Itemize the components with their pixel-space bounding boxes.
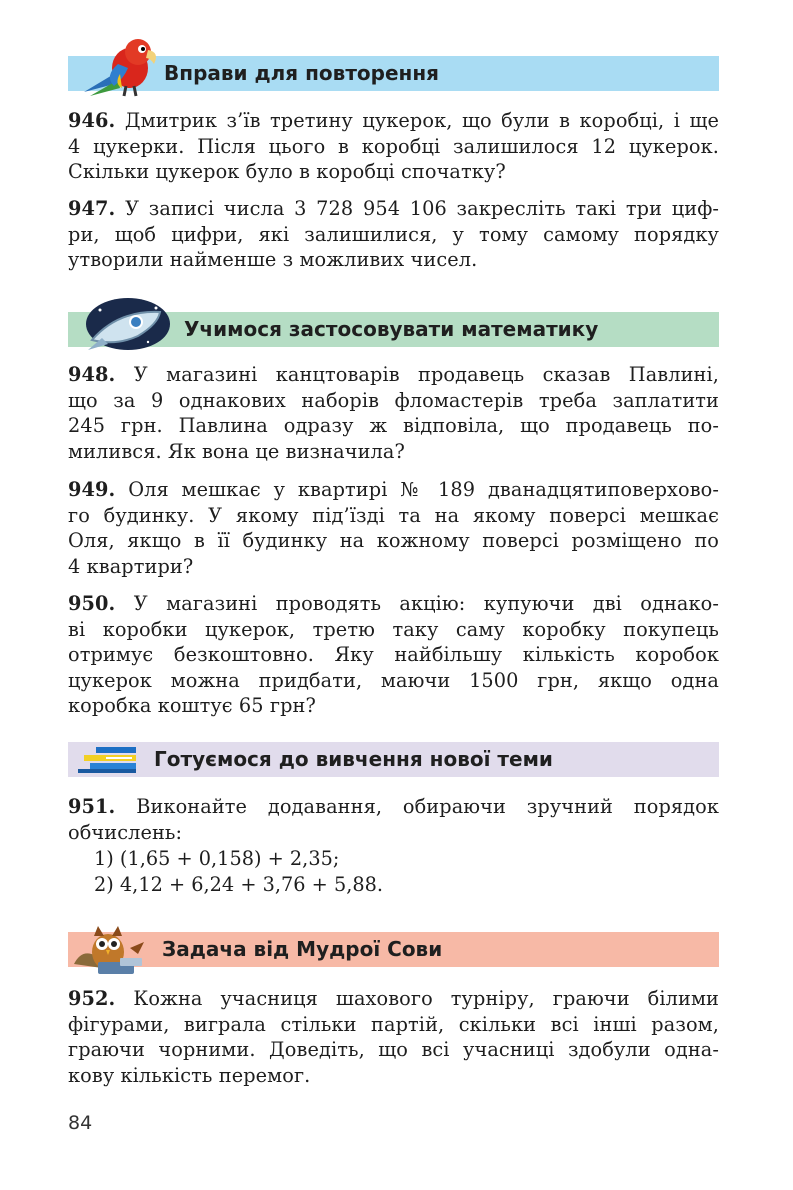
problem-946 <box>68 108 719 185</box>
problem-number: 948. <box>68 363 116 386</box>
section-banner-wise-owl <box>68 932 719 967</box>
problem-text-line: Оля, якщо в її будинку на кожному поверсі розміщено по <box>68 529 719 552</box>
parrot-icon <box>74 34 164 104</box>
rocket-icon <box>78 290 178 360</box>
problem-text-line: ри, щоб цифри, які залишилися, у тому самому порядку <box>68 222 719 246</box>
problem-text-line: го будинку. У якому під’їзді та на якому поверсі мешкає <box>68 503 719 527</box>
section-title: Вправи для повторення <box>164 61 440 85</box>
problem-text-line: 4 квартири? <box>68 554 194 578</box>
problem-text-line: 4 цукерки. Після цього в коробці залишилося 12 цукерок. <box>68 134 719 158</box>
problem-text-line: обчислень: <box>68 820 183 844</box>
problem-text-line: милився. Як вона це визначила? <box>68 439 405 463</box>
problem-947 <box>68 196 719 273</box>
problem-number: 952. <box>68 987 116 1010</box>
section-banner-review <box>68 56 719 91</box>
problem-number: 949. <box>68 478 116 501</box>
problem-text-line: Кожна учасниця шахового турніру, граючи білими <box>133 987 719 1010</box>
problem-text-line: фігурами, виграла стільки партій, скільки всі інші разом, <box>68 1012 719 1036</box>
problem-951-item-2: 2) 4,12 + 6,24 + 3,76 + 5,88. <box>94 873 384 896</box>
problem-text-line: У магазині проводять акцію: купуючи дві однако- <box>133 592 719 615</box>
problem-text-line: коробка коштує 65 грн? <box>68 694 316 717</box>
problem-number: 947. <box>68 197 116 220</box>
problem-text-line: У магазині канцтоварів продавець сказав Павлині, <box>133 363 720 386</box>
problem-number: 951. <box>68 795 116 818</box>
problem-951 <box>68 794 719 845</box>
problem-952 <box>68 986 719 1088</box>
page-number: 84 <box>68 1112 93 1134</box>
section-title: Задача від Мудрої Сови <box>162 937 443 961</box>
problem-text-line: Скільки цукерок було в коробці спочатку? <box>68 160 506 183</box>
section-title: Готуємося до вивчення нової теми <box>154 747 553 771</box>
problem-text-line: цукерок можна придбати, маючи 1500 грн, якщо одна <box>68 668 719 692</box>
problem-text-line: Оля мешкає у квартирі № 189 дванадцятиповерхово- <box>128 478 720 501</box>
problem-number: 950. <box>68 592 116 615</box>
problem-text-line: що за 9 однакових наборів фломастерів треба заплатити <box>68 388 719 412</box>
owl-icon <box>68 918 158 978</box>
books-icon <box>76 745 140 775</box>
problem-951-item-1: 1) (1,65 + 0,158) + 2,35; <box>94 847 340 870</box>
problem-text-line: утворили найменше з можливих чисел. <box>68 248 478 271</box>
problem-text-line: Дмитрик з’їв третину цукерок, що були в коробці, і ще <box>124 109 719 132</box>
problem-948 <box>68 362 719 464</box>
problem-number: 946. <box>68 109 116 132</box>
problem-text-line: У записі числа 3 728 954 106 закресліть такі три циф- <box>125 197 720 220</box>
section-banner-applied-math <box>68 312 719 347</box>
section-title: Учимося застосовувати математику <box>184 317 599 341</box>
problem-949 <box>68 477 719 579</box>
problem-text-line: 245 грн. Павлина одразу ж відповіла, що продавець по- <box>68 414 719 437</box>
problem-text-line: отримує безкоштовно. Яку найбільшу кількість коробок <box>68 643 719 666</box>
problem-text-line: Виконайте додавання, обираючи зручний порядок <box>136 795 720 818</box>
problem-950 <box>68 591 719 719</box>
problem-text-line: ві коробки цукерок, третю таку саму коробку покупець <box>68 617 719 641</box>
problem-text-line: кову кількість перемог. <box>68 1063 311 1087</box>
problem-text-line: граючи чорними. Доведіть, що всі учасниці здобули одна- <box>68 1038 719 1061</box>
section-banner-new-topic <box>68 742 719 777</box>
